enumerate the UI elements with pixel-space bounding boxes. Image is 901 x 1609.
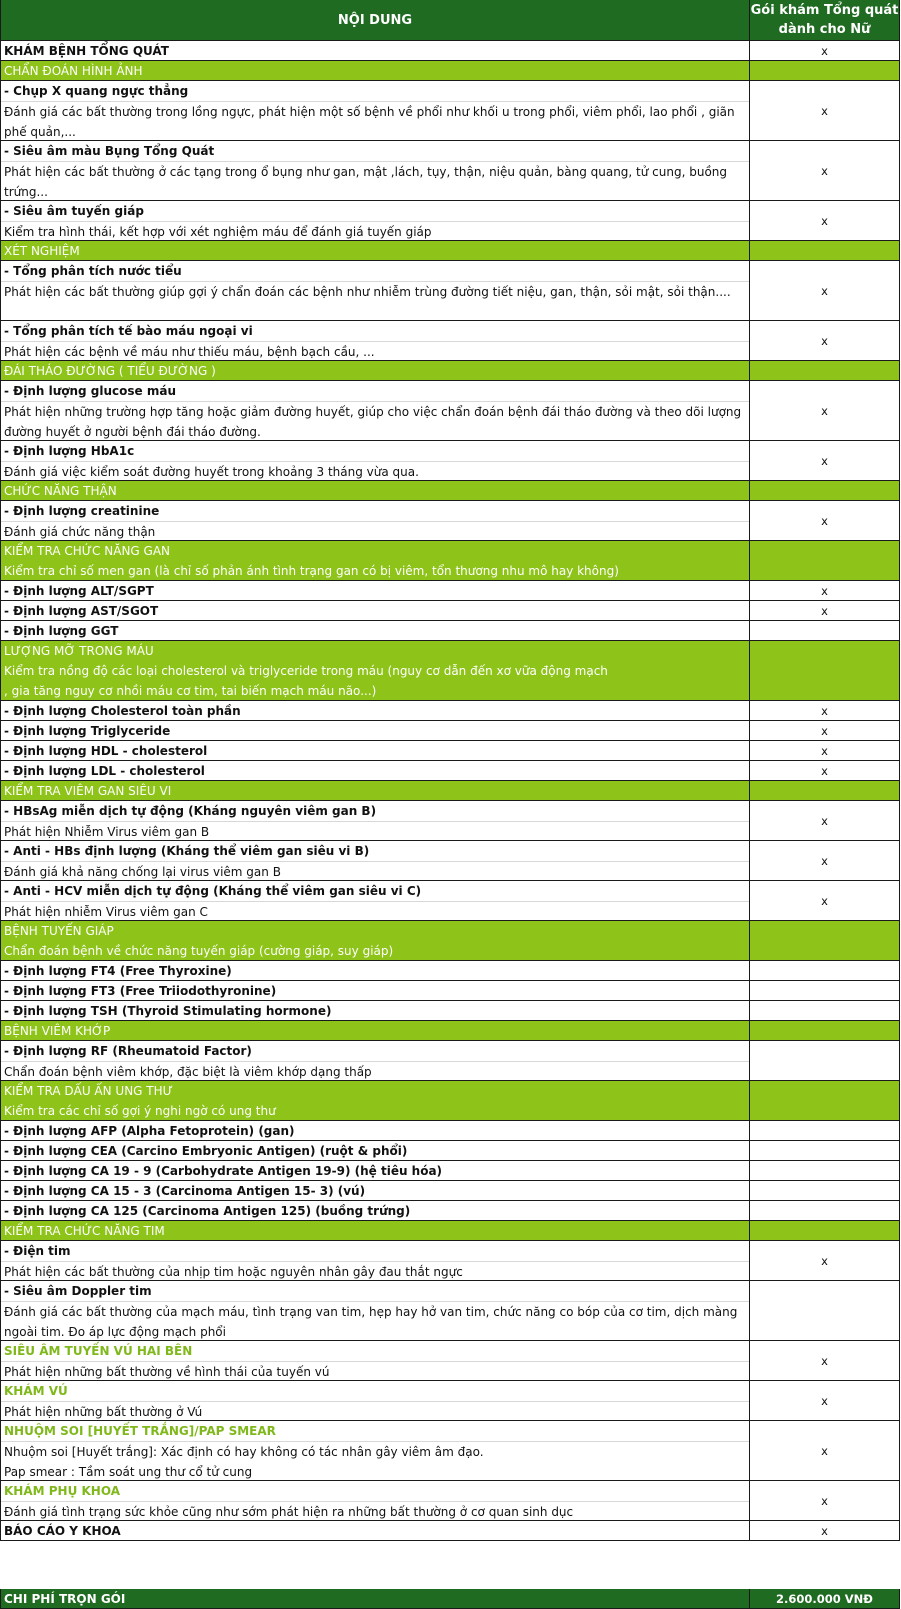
footer-label: CHI PHÍ TRỌN GÓI <box>4 1592 126 1606</box>
package-cell <box>750 201 900 240</box>
content-cell <box>0 501 750 540</box>
package-cell <box>750 1161 900 1180</box>
table-row <box>0 881 900 921</box>
package-cell <box>750 981 900 1000</box>
header-package-line2: dành cho Nữ <box>778 22 871 37</box>
content-cell <box>0 1121 750 1140</box>
table-row <box>0 741 900 761</box>
content-cell <box>0 1481 750 1520</box>
content-cell <box>0 961 750 980</box>
content-cell <box>0 321 750 360</box>
item-description: Phát hiện nhiễm Virus viêm gan C <box>1 901 749 922</box>
content-cell <box>0 81 750 140</box>
table-row <box>0 1381 900 1421</box>
content-cell <box>0 841 750 880</box>
package-cell <box>750 1341 900 1380</box>
content-cell <box>0 921 750 960</box>
content-cell <box>0 541 750 580</box>
content-cell <box>0 141 750 200</box>
item-description: Phát hiện các bất thường giúp gợi ý chẩn đoán các bệnh như nhiễm trùng đường tiết niệu, gan, thận, sỏi mật, sỏi thận.... <box>1 281 749 302</box>
content-cell <box>0 241 750 260</box>
package-cell <box>750 381 900 440</box>
package-cell <box>750 581 900 600</box>
package-cell <box>750 721 900 740</box>
package-cell <box>750 801 900 840</box>
item-description: Đánh giá tình trạng sức khỏe cũng như sớm phát hiện ra những bất thường ở cơ quan sinh dục <box>1 1501 749 1522</box>
content-cell <box>0 1001 750 1020</box>
table-row <box>0 1341 900 1381</box>
package-cell <box>750 241 900 260</box>
included-mark: x <box>821 1393 828 1408</box>
included-mark: x <box>821 333 828 348</box>
section-title: BỆNH VIÊM KHỚP <box>4 1024 111 1038</box>
package-cell <box>750 921 900 960</box>
table-row <box>0 1281 900 1341</box>
table-row <box>0 581 900 601</box>
item-description: Kiểm tra hình thái, kết hợp với xét nghiệm máu để đánh giá tuyến giáp <box>1 221 749 242</box>
package-cell <box>750 961 900 980</box>
table-row <box>0 801 900 841</box>
included-mark: x <box>821 513 828 528</box>
included-mark: x <box>821 1523 828 1538</box>
table-row <box>0 1041 900 1081</box>
package-cell <box>750 41 900 60</box>
content-cell <box>0 381 750 440</box>
table-row <box>0 41 900 61</box>
section-row <box>0 241 900 261</box>
content-cell <box>0 1421 750 1480</box>
item-description: Đánh giá các bất thường của mạch máu, tình trạng van tim, hẹp hay hở van tim, chức năng co bóp của cơ tim, dịch màng ngoài tim. Đo áp lực động mạch phổi <box>1 1301 749 1342</box>
included-mark: x <box>821 43 828 58</box>
content-cell <box>0 361 750 380</box>
package-cell <box>750 881 900 920</box>
table-row <box>0 621 900 641</box>
included-mark: x <box>821 723 828 738</box>
package-cell <box>750 1521 900 1540</box>
header-content-cell <box>0 0 750 40</box>
content-cell <box>0 761 750 780</box>
package-cell <box>750 361 900 380</box>
package-cell <box>750 261 900 320</box>
item-title: - Tổng phân tích nước tiểu <box>4 264 182 278</box>
item-description: Chẩn đoán bệnh viêm khớp, đặc biệt là viêm khớp dạng thấp <box>1 1061 749 1082</box>
included-mark: x <box>821 1443 828 1458</box>
item-description: Đánh giá khả năng chống lại virus viêm gan B <box>1 861 749 882</box>
package-cell <box>750 1481 900 1520</box>
content-cell <box>0 981 750 1000</box>
table-row <box>0 1181 900 1201</box>
section-description: Kiểm tra nồng độ các loại cholesterol và triglyceride trong máu (nguy cơ dẫn đến xơ vữa động mạch , gia tăng nguy cơ nhồi máu cơ tim, tai biến mạch máu não...) <box>4 664 608 698</box>
content-cell <box>0 701 750 720</box>
table-row <box>0 601 900 621</box>
package-cell <box>750 1201 900 1220</box>
package-cell <box>750 741 900 760</box>
package-cell <box>750 621 900 640</box>
item-description: Phát hiện các bất thường của nhịp tim hoặc nguyên nhân gây đau thắt ngực <box>1 1261 749 1282</box>
content-cell <box>0 721 750 740</box>
header-package-cell <box>750 0 900 40</box>
item-title: - Định lượng FT4 (Free Thyroxine) <box>4 964 232 978</box>
header-package-line1: Gói khám Tổng quát <box>750 3 899 18</box>
content-cell <box>0 741 750 760</box>
item-description: Đánh giá việc kiểm soát đường huyết trong khoảng 3 tháng vừa qua. <box>1 461 749 482</box>
table-row <box>0 1481 900 1521</box>
content-cell <box>0 581 750 600</box>
item-description: Phát hiện Nhiễm Virus viêm gan B <box>1 821 749 842</box>
content-cell <box>0 1141 750 1160</box>
package-cell <box>750 441 900 480</box>
item-title: KHÁM BỆNH TỔNG QUÁT <box>4 44 169 58</box>
section-title: BỆNH TUYẾN GIÁP <box>4 924 114 938</box>
content-cell <box>0 881 750 920</box>
included-mark: x <box>821 853 828 868</box>
package-cell <box>750 1081 900 1120</box>
item-description: Phát hiện những bất thường ở Vú <box>1 1401 749 1422</box>
table-row <box>0 981 900 1001</box>
content-cell <box>0 441 750 480</box>
section-title: KIỂM TRA CHỨC NĂNG TIM <box>4 1224 165 1238</box>
content-cell <box>0 201 750 240</box>
package-cell <box>750 1221 900 1240</box>
included-mark: x <box>821 583 828 598</box>
table-row <box>0 321 900 361</box>
item-title: - Định lượng RF (Rheumatoid Factor) <box>4 1044 252 1058</box>
section-row <box>0 61 900 81</box>
item-title: - Định lượng CA 125 (Carcinoma Antigen 125) (buồng trứng) <box>4 1204 411 1218</box>
package-cell <box>750 1001 900 1020</box>
table-row <box>0 841 900 881</box>
item-title: - Định lượng CA 19 - 9 (Carbohydrate Antigen 19-9) (hệ tiêu hóa) <box>4 1164 443 1178</box>
table-row <box>0 721 900 741</box>
included-mark: x <box>821 103 828 118</box>
section-row <box>0 921 900 961</box>
item-title: - Định lượng LDL - cholesterol <box>4 764 205 778</box>
item-title: - Tổng phân tích tế bào máu ngoại vi <box>4 324 253 338</box>
package-cell <box>750 501 900 540</box>
table-row <box>0 441 900 481</box>
item-title: KHÁM PHỤ KHOA <box>4 1484 121 1498</box>
content-cell <box>0 61 750 80</box>
section-row <box>0 781 900 801</box>
item-title: KHÁM VÚ <box>4 1384 68 1398</box>
item-description: Phát hiện các bệnh về máu như thiếu máu, bệnh bạch cầu, ... <box>1 341 749 362</box>
item-title: - Định lượng FT3 (Free Triiodothyronine) <box>4 984 277 998</box>
package-cell <box>750 781 900 800</box>
table-row <box>0 1141 900 1161</box>
package-cell <box>750 1281 900 1340</box>
included-mark: x <box>821 1253 828 1268</box>
section-description: Kiểm tra các chỉ số gợi ý nghi ngờ có ung thư <box>4 1104 276 1118</box>
included-mark: x <box>821 283 828 298</box>
table-row <box>0 1121 900 1141</box>
section-title: KIỂM TRA VIÊM GAN SIÊU VI <box>4 784 172 798</box>
package-cell <box>750 321 900 360</box>
item-title: - Định lượng TSH (Thyroid Stimulating hormone) <box>4 1004 332 1018</box>
content-cell <box>0 801 750 840</box>
included-mark: x <box>821 763 828 778</box>
package-cell <box>750 1041 900 1080</box>
content-cell <box>0 1381 750 1420</box>
content-cell <box>0 1521 750 1540</box>
table-row <box>0 381 900 441</box>
included-mark: x <box>821 213 828 228</box>
package-cell <box>750 1241 900 1280</box>
included-mark: x <box>821 703 828 718</box>
table-footer <box>0 1589 900 1609</box>
item-title: - Điện tim <box>4 1244 71 1258</box>
table-row <box>0 1241 900 1281</box>
included-mark: x <box>821 453 828 468</box>
included-mark: x <box>821 743 828 758</box>
footer-label-cell <box>0 1589 750 1608</box>
item-description: Phát hiện những trường hợp tăng hoặc giảm đường huyết, giúp cho việc chẩn đoán bệnh đái tháo đường và theo dõi lượng đường huyết ở người bệnh đái tháo đường. <box>1 401 749 442</box>
included-mark: x <box>821 403 828 418</box>
table-row <box>0 701 900 721</box>
package-cell <box>750 761 900 780</box>
table-row <box>0 141 900 201</box>
package-cell <box>750 1381 900 1420</box>
table-row <box>0 1421 900 1481</box>
section-row <box>0 1081 900 1121</box>
section-title: KIỂM TRA CHỨC NĂNG GAN <box>4 544 171 558</box>
package-cell <box>750 61 900 80</box>
section-title: ĐÁI THÁO ĐƯỜNG ( TIỂU ĐƯỜNG ) <box>4 364 216 378</box>
package-cell <box>750 481 900 500</box>
content-cell <box>0 261 750 320</box>
item-description: Phát hiện các bất thường ở các tạng trong ổ bụng như gan, mật ,lách, tụy, thận, niệu quản, bàng quang, tử cung, buồng trứng... <box>1 161 749 202</box>
content-cell <box>0 1021 750 1040</box>
table-row <box>0 81 900 141</box>
item-description: Nhuộm soi [Huyết trắng]: Xác định có hay không có tác nhân gây viêm âm đạo. Pap smear : Tầm soát ung thư cổ tử cung <box>1 1441 749 1482</box>
item-title: - Định lượng HbA1c <box>4 444 135 458</box>
package-cell <box>750 841 900 880</box>
content-cell <box>0 1221 750 1240</box>
section-title: CHỨC NĂNG THẬN <box>4 484 117 498</box>
item-title: - Định lượng ALT/SGPT <box>4 584 154 598</box>
item-title: - Định lượng CEA (Carcino Embryonic Antigen) (ruột & phổi) <box>4 1144 408 1158</box>
table-row <box>0 1001 900 1021</box>
package-cell <box>750 541 900 580</box>
item-title: - Định lượng AST/SGOT <box>4 604 159 618</box>
item-title: - Anti - HBs định lượng (Kháng thể viêm gan siêu vi B) <box>4 844 370 858</box>
content-cell <box>0 1081 750 1120</box>
item-title: - Chụp X quang ngực thẳng <box>4 84 189 98</box>
content-cell <box>0 1181 750 1200</box>
item-title: - Siêu âm màu Bụng Tổng Quát <box>4 144 215 158</box>
included-mark: x <box>821 813 828 828</box>
content-cell <box>0 1161 750 1180</box>
package-cell <box>750 1021 900 1040</box>
header-content-label: NỘI DUNG <box>337 12 413 28</box>
content-cell <box>0 1341 750 1380</box>
content-cell <box>0 621 750 640</box>
section-title: KIỂM TRA DẤU ẤN UNG THƯ <box>4 1084 173 1098</box>
item-description: Đánh giá các bất thường trong lồng ngực, phát hiện một số bệnh về phổi như khối u trong phổi, viêm phổi, lao phổi , giãn phế quản,... <box>1 101 749 142</box>
section-title: LƯỢNG MỠ TRONG MÁU <box>4 644 154 658</box>
item-title: BÁO CÁO Y KHOA <box>4 1524 121 1538</box>
package-cell <box>750 1421 900 1480</box>
content-cell <box>0 1241 750 1280</box>
item-title: - Định lượng GGT <box>4 624 119 638</box>
included-mark: x <box>821 893 828 908</box>
section-row <box>0 541 900 581</box>
table-row <box>0 961 900 981</box>
content-cell <box>0 641 750 700</box>
section-row <box>0 1021 900 1041</box>
content-cell <box>0 601 750 620</box>
section-title: XÉT NGHIỆM <box>4 244 80 258</box>
item-title: SIÊU ÂM TUYẾN VÚ HAI BÊN <box>4 1344 193 1358</box>
table-row <box>0 201 900 241</box>
table-row <box>0 261 900 321</box>
item-title: - Định lượng glucose máu <box>4 384 177 398</box>
footer-price: 2.600.000 VNĐ <box>776 1591 873 1606</box>
item-title: - Siêu âm Doppler tim <box>4 1284 152 1298</box>
item-title: - Anti - HCV miễn dịch tự động (Kháng thể viêm gan siêu vi C) <box>4 884 422 898</box>
package-cell <box>750 141 900 200</box>
included-mark: x <box>821 603 828 618</box>
section-row <box>0 481 900 501</box>
table-row <box>0 1201 900 1221</box>
item-title: - Định lượng HDL - cholesterol <box>4 744 208 758</box>
item-title: - Định lượng Triglyceride <box>4 724 171 738</box>
section-description: Chẩn đoán bệnh về chức năng tuyến giáp (cường giáp, suy giáp) <box>4 944 394 958</box>
included-mark: x <box>821 1353 828 1368</box>
item-title: - Định lượng Cholesterol toàn phần <box>4 704 241 718</box>
table-row <box>0 1521 900 1541</box>
content-cell <box>0 41 750 60</box>
included-mark: x <box>821 163 828 178</box>
item-title: - Định lượng CA 15 - 3 (Carcinoma Antigen 15- 3) (vú) <box>4 1184 366 1198</box>
item-title: - Định lượng creatinine <box>4 504 160 518</box>
content-cell <box>0 481 750 500</box>
content-cell <box>0 1041 750 1080</box>
item-title: NHUỘM SOI [HUYẾT TRẮNG]/PAP SMEAR <box>4 1424 276 1438</box>
table-header <box>0 0 900 41</box>
footer-price-cell <box>750 1589 900 1608</box>
package-cell <box>750 1141 900 1160</box>
table-row <box>0 761 900 781</box>
package-cell <box>750 81 900 140</box>
content-cell <box>0 1201 750 1220</box>
content-cell <box>0 1281 750 1340</box>
item-description: Phát hiện những bất thường về hình thái của tuyến vú <box>1 1361 749 1382</box>
item-description: Đánh giá chức năng thận <box>1 521 749 542</box>
item-title: - Siêu âm tuyến giáp <box>4 204 144 218</box>
section-row <box>0 641 900 701</box>
item-title: - Định lượng AFP (Alpha Fetoprotein) (gan) <box>4 1124 295 1138</box>
section-title: CHẨN ĐOÁN HÌNH ẢNH <box>4 64 143 78</box>
content-cell <box>0 781 750 800</box>
package-cell <box>750 641 900 700</box>
section-row <box>0 361 900 381</box>
included-mark: x <box>821 1493 828 1508</box>
package-cell <box>750 1121 900 1140</box>
package-cell <box>750 1181 900 1200</box>
section-description: Kiểm tra chỉ số men gan (là chỉ số phản ánh tình trạng gan có bị viêm, tổn thương nhu mô hay không) <box>4 564 619 578</box>
table-row <box>0 1161 900 1181</box>
table-row <box>0 501 900 541</box>
package-cell <box>750 601 900 620</box>
package-cell <box>750 701 900 720</box>
section-row <box>0 1221 900 1241</box>
item-title: - HBsAg miễn dịch tự động (Kháng nguyên viêm gan B) <box>4 804 377 818</box>
